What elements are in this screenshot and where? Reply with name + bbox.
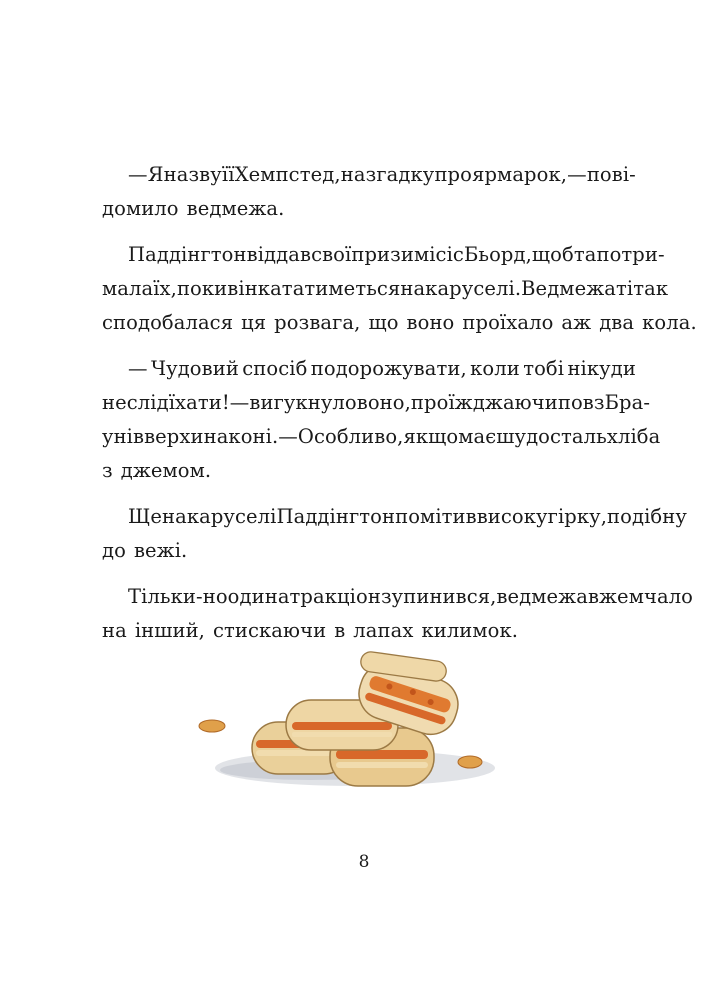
- text-line: [102, 500, 687, 534]
- word: призи: [351, 243, 414, 266]
- word: на: [340, 163, 366, 186]
- word: ведмежа: [496, 585, 588, 608]
- word: Паддінгтон: [276, 505, 396, 528]
- text-line: [102, 454, 636, 488]
- word: воно,: [356, 391, 411, 414]
- text-line: [102, 580, 694, 614]
- word: нікуди: [567, 357, 636, 380]
- word: Чудовий: [150, 357, 239, 380]
- word: повз: [557, 391, 605, 414]
- word: назву: [163, 163, 222, 186]
- text-line: [102, 192, 636, 226]
- marmalade-sandwiches-illustration: [190, 650, 510, 810]
- text-line: [102, 238, 665, 272]
- text-line: [102, 158, 636, 192]
- word: в: [334, 619, 346, 642]
- word: подібну: [607, 505, 687, 528]
- word: ярмарок,: [472, 163, 568, 186]
- word: їх,: [153, 277, 177, 300]
- word: їхати!: [168, 391, 230, 414]
- word: високу: [476, 505, 548, 528]
- word: каруселі.: [425, 277, 522, 300]
- text-line: [102, 352, 636, 386]
- word: на: [162, 505, 187, 528]
- text-line: [102, 386, 651, 420]
- word: домило: [102, 197, 179, 220]
- paragraph: [102, 500, 687, 568]
- word: проїжджаючи: [410, 391, 558, 414]
- word: верхи: [144, 425, 204, 448]
- word: що: [368, 311, 399, 334]
- word: ведмежа.: [186, 197, 285, 220]
- word: згадку: [365, 163, 435, 186]
- word: пові-: [586, 163, 636, 186]
- word: один: [227, 585, 278, 608]
- word: вежі.: [133, 539, 188, 562]
- word: Хемпстед,: [234, 163, 341, 186]
- word: подорожувати,: [310, 357, 467, 380]
- word: віддав: [246, 243, 312, 266]
- word: два: [599, 311, 635, 334]
- word: Особливо,: [297, 425, 404, 448]
- paragraph: [102, 352, 661, 488]
- paragraph: [102, 238, 697, 340]
- text-line: [102, 272, 669, 306]
- word: унів: [102, 425, 145, 448]
- word: свої: [311, 243, 352, 266]
- word: —: [567, 163, 587, 186]
- word: до: [102, 539, 126, 562]
- word: ця: [241, 311, 267, 334]
- word: стискаючи: [212, 619, 327, 642]
- word: зупинився,: [380, 585, 497, 608]
- word: маєш: [458, 425, 515, 448]
- word: та: [573, 243, 597, 266]
- word: Ведмежаті: [521, 277, 634, 300]
- word: атракціон: [277, 585, 381, 608]
- word: килимок.: [421, 619, 519, 642]
- word: Бьорд,: [463, 243, 532, 266]
- word: не: [102, 391, 127, 414]
- word: вигукнуло: [249, 391, 357, 414]
- word: коли: [470, 357, 520, 380]
- word: коні.: [228, 425, 279, 448]
- word: на: [203, 425, 229, 448]
- word: Тільки-но: [128, 585, 228, 608]
- word: гірку,: [547, 505, 608, 528]
- word: воно: [406, 311, 455, 334]
- word: —: [128, 357, 148, 380]
- word: з: [102, 459, 113, 482]
- page-number: 8: [358, 852, 370, 872]
- word: на: [400, 277, 426, 300]
- word: розвага,: [274, 311, 361, 334]
- word: він: [227, 277, 258, 300]
- word: на: [102, 619, 127, 642]
- word: кататиметься: [257, 277, 401, 300]
- word: аж: [561, 311, 592, 334]
- word: місіс: [413, 243, 464, 266]
- word: так: [633, 277, 669, 300]
- word: каруселі: [186, 505, 277, 528]
- word: проїхало: [462, 311, 554, 334]
- word: тобі: [523, 357, 565, 380]
- word: Паддінгтон: [128, 243, 247, 266]
- paragraph: [102, 580, 694, 648]
- word: кола.: [642, 311, 697, 334]
- text-line: [102, 534, 636, 568]
- word: слід: [126, 391, 169, 414]
- word: щоб: [531, 243, 574, 266]
- body-text: [102, 158, 697, 648]
- word: її: [221, 163, 235, 186]
- word: поки: [176, 277, 228, 300]
- word: Я: [147, 163, 164, 186]
- word: помітив: [395, 505, 477, 528]
- word: спосіб: [242, 357, 308, 380]
- text-line: [102, 420, 661, 454]
- word: хліба: [606, 425, 661, 448]
- word: —: [128, 163, 148, 186]
- word: джемом.: [120, 459, 212, 482]
- word: якщо: [403, 425, 459, 448]
- word: про: [434, 163, 472, 186]
- paragraph: [102, 158, 636, 226]
- word: потри-: [596, 243, 665, 266]
- word: вже: [587, 585, 629, 608]
- word: Бра-: [604, 391, 651, 414]
- word: лапах: [353, 619, 414, 642]
- text-line: [102, 614, 636, 648]
- word: мала: [102, 277, 154, 300]
- word: Ще: [128, 505, 162, 528]
- word: інший,: [134, 619, 205, 642]
- word: мчало: [628, 585, 694, 608]
- word: —: [229, 391, 250, 414]
- word: удосталь: [514, 425, 607, 448]
- text-line: [102, 306, 697, 340]
- word: —: [278, 425, 298, 448]
- word: сподобалася: [102, 311, 234, 334]
